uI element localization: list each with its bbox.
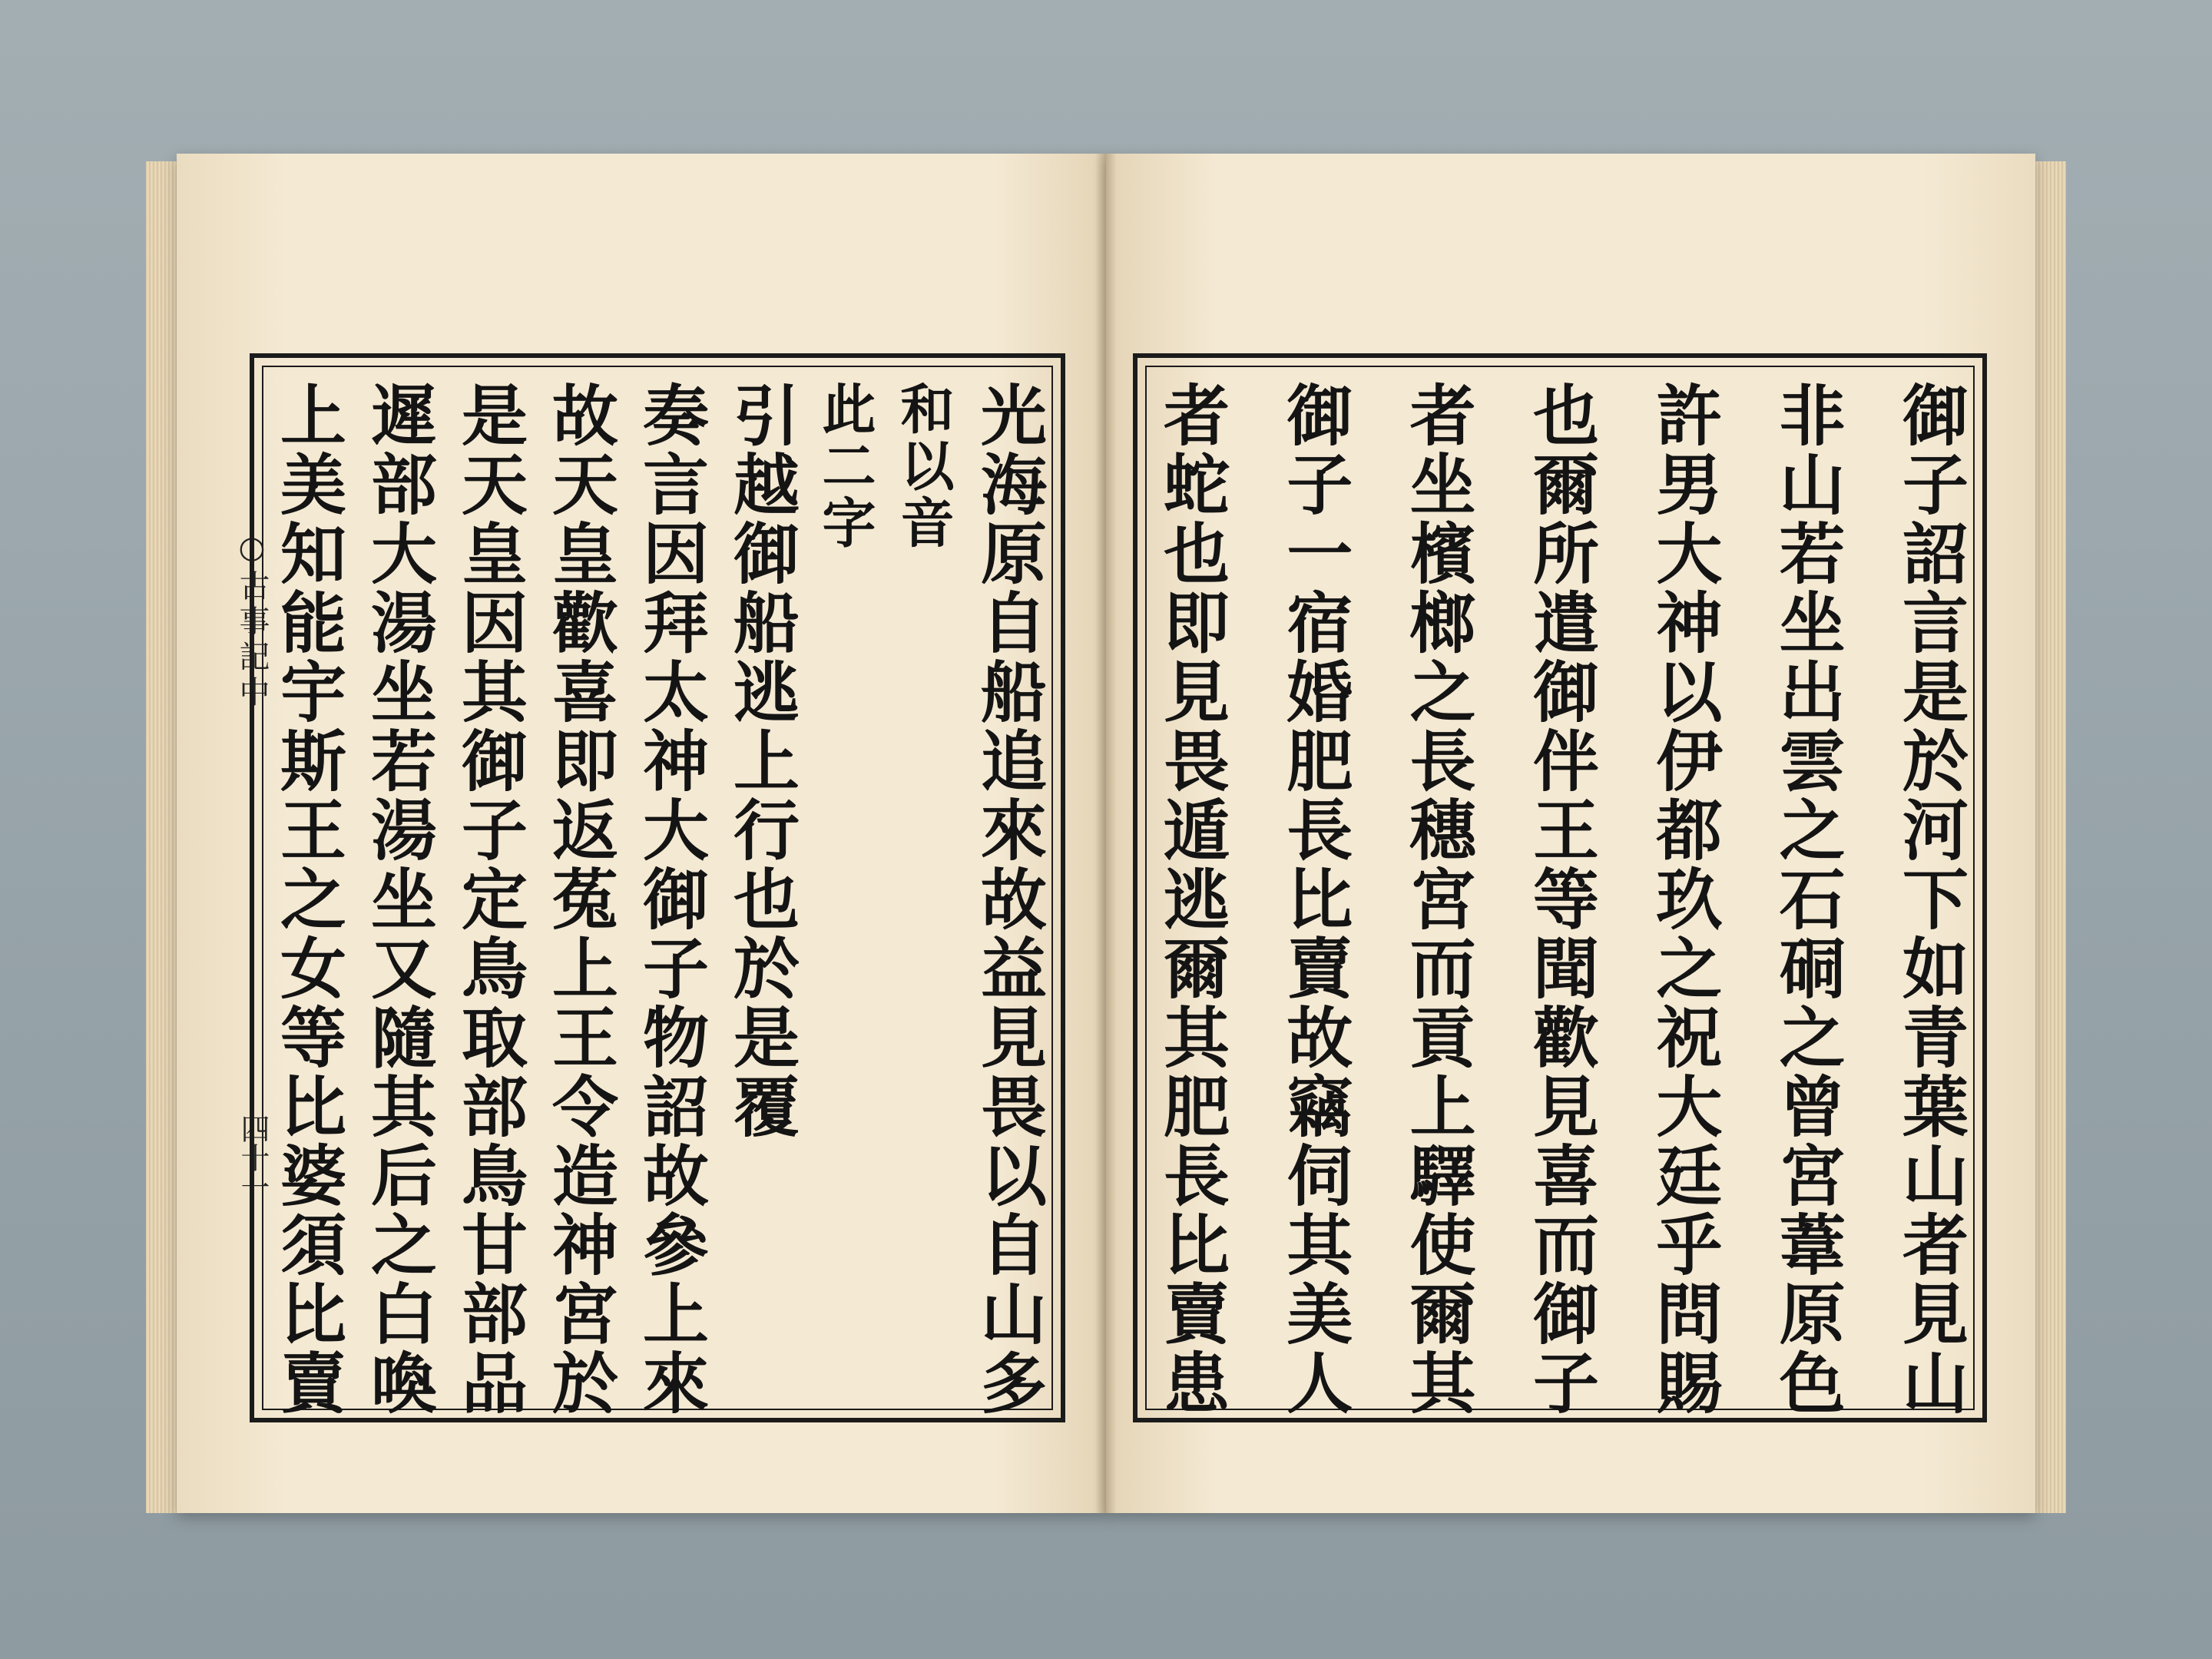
text-column: 者坐檳榔之長穗宮而貢上驛使爾其 <box>1398 381 1476 1418</box>
left-text-columns <box>269 381 1047 1418</box>
page-number: 四十一 <box>236 1114 270 1201</box>
text-column: 引越御船逃上行也於是覆 <box>722 381 800 1141</box>
text-column: 故天皇歡喜即返菟上王令造神宮於 <box>541 381 618 1418</box>
left-page <box>177 154 1106 1513</box>
text-column: 遲部大湯坐若湯坐又隨其后之白喚 <box>359 381 437 1418</box>
text-column: 此二字 <box>813 381 877 551</box>
right-text-columns <box>1152 381 1969 1418</box>
margin-title: ○古事記中 <box>234 530 270 711</box>
text-column: 者蛇也即見畏遁逃爾其肥長比賣患 <box>1152 381 1230 1418</box>
left-text-frame <box>250 353 1065 1422</box>
text-column: 御子詔言是於河下如青葉山者見山 <box>1890 381 1969 1418</box>
text-column: 是天皇因其御子定鳥取部鳥甘部品 <box>450 381 528 1418</box>
text-column: 奏言因拜太神大御子物詔故參上來 <box>631 381 709 1418</box>
text-column: 非山若坐出雲之石硐之曾宮葦原色 <box>1767 381 1846 1418</box>
text-column: 上美知能宇斯王之女等比婆須比賣 <box>269 381 346 1418</box>
text-column: 御子一宿婚肥長比賣故竊伺其美人 <box>1275 381 1353 1418</box>
text-column: 許男大神以伊都玖之祝大廷乎問賜 <box>1644 381 1723 1418</box>
text-column: 和以音 <box>892 381 955 551</box>
text-column: 也爾所遣御伴王等聞歡見喜而御子 <box>1521 381 1599 1418</box>
right-text-frame <box>1133 353 1987 1422</box>
text-column: 光海原自船追來故益見畏以自山多 <box>969 381 1047 1418</box>
right-page <box>1106 154 2035 1513</box>
book-gutter <box>1095 154 1117 1513</box>
open-book <box>177 146 2035 1528</box>
